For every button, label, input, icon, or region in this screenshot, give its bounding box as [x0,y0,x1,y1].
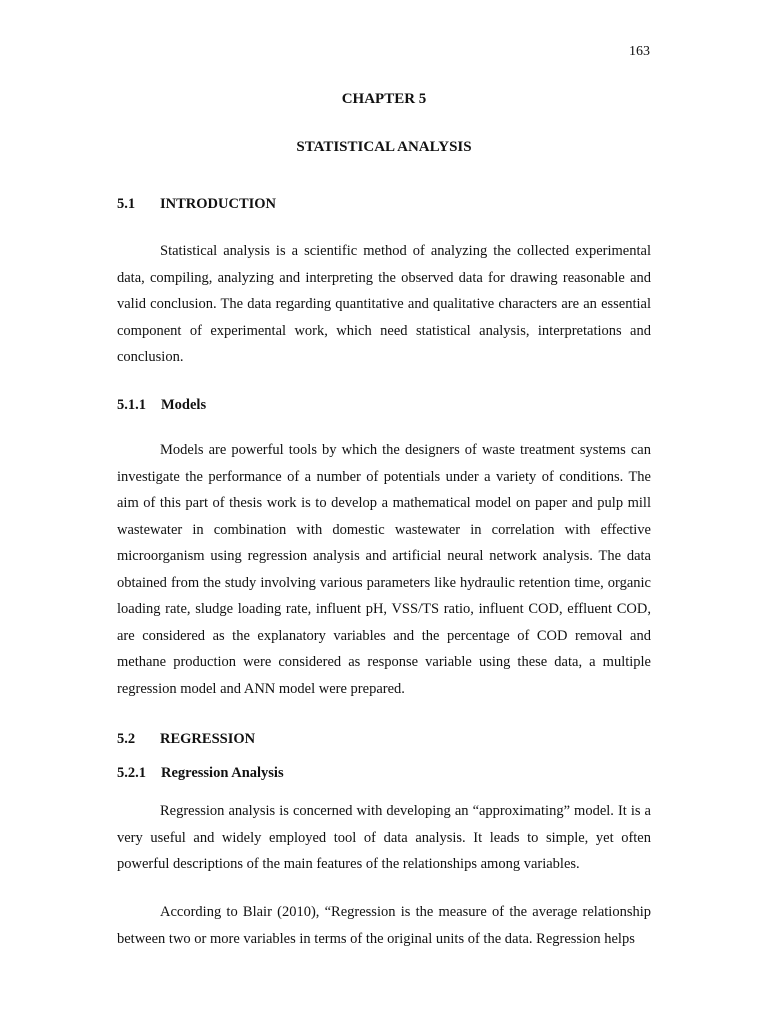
models-paragraph: Models are powerful tools by which the designers of waste treatment systems can investigate the performance of a number of potentials under a variety of conditions. The aim of this part of thesis work is to develop a mathematical model on paper and pulp mill wastewater in combination with domestic wastewater in correlation with effective microorganism using regression analysis and artificial neural network analysis. The data obtained from the study involving various parameters like hydraulic retention time, organic loading rate, sludge loading rate, influent pH, VSS/TS ratio, influent COD, effluent COD, are considered as the explanatory variables and the percentage of COD removal and methane production were considered as response variable using these data, a multiple regression model and ANN model were prepared. [117,442,651,697]
chapter-number: CHAPTER 5 [341,91,427,107]
section-number: 5.1 [117,196,136,212]
regression-analysis-paragraph-2: According to Blair (2010), “Regression is the measure of the average relationship between two or more variables in terms of the original units of the data. Regression helps [117,904,651,947]
section-heading-introduction [117,196,276,213]
section-number: 5.2 [117,731,136,747]
introduction-paragraph: Statistical analysis is a scientific method of analyzing the collected experimental data, compiling, analyzing and interpreting the observed data for drawing reasonable and valid conclusion. The data regarding quantitative and qualitative characters are an essential component of experimental work, which need statistical analysis, interpretations and conclusion. [117,243,651,365]
section-title: INTRODUCTION [160,196,277,212]
section-heading-models [117,397,206,414]
section-title: Models [161,397,207,413]
section-number: 5.2.1 [117,765,146,781]
section-title: Regression Analysis [161,765,284,781]
chapter-title: STATISTICAL ANALYSIS [296,139,472,155]
section-heading-regression [117,731,255,748]
page-number: 163 [629,44,650,59]
section-title: REGRESSION [160,731,256,747]
section-number: 5.1.1 [117,397,146,413]
regression-analysis-paragraph-1: Regression analysis is concerned with developing an “approximating” model. It is a very useful and widely employed tool of data analysis. It leads to simple, yet often powerful descriptions of the main features of the relationships among variables. [117,803,651,872]
section-heading-regression-analysis [117,765,284,782]
